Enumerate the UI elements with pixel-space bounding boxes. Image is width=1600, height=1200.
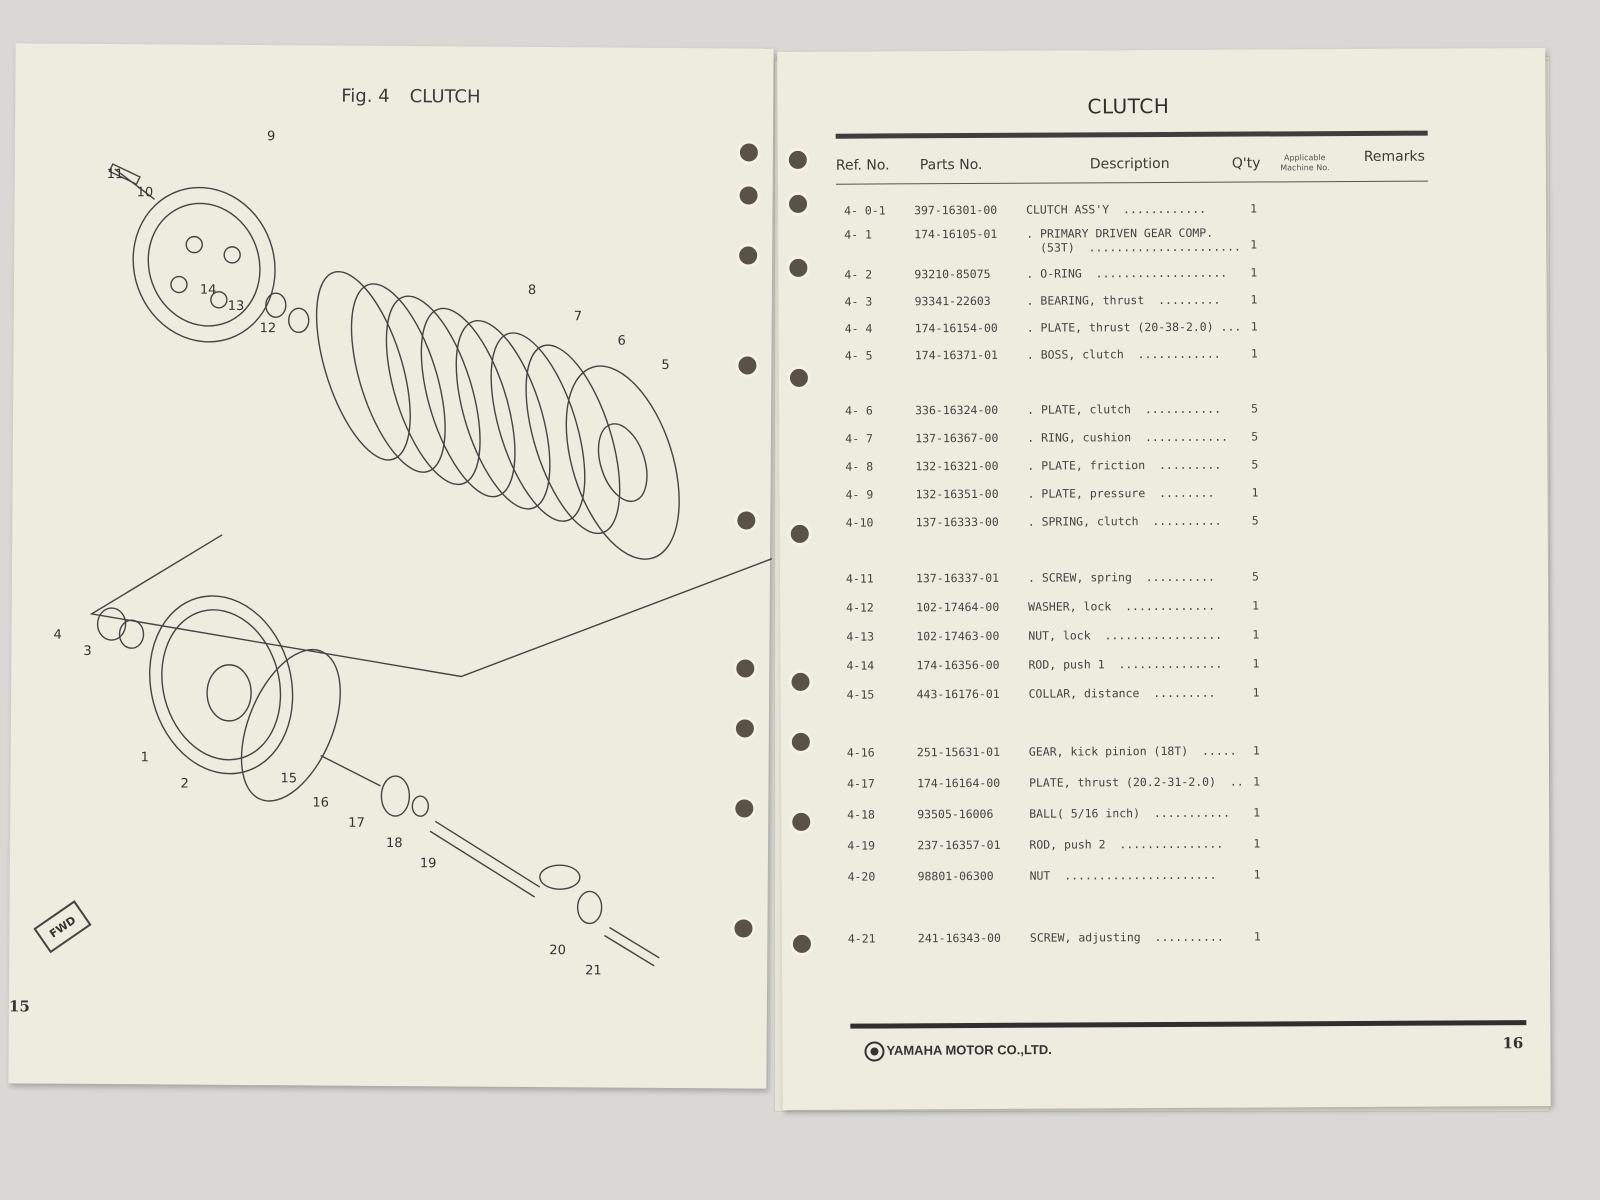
- callout-7: 7: [573, 309, 583, 325]
- callout-17: 17: [348, 815, 365, 831]
- description: ROD, push 1 ...............: [1028, 656, 1223, 672]
- ref-no: 4- 9: [845, 487, 874, 502]
- part-no: 443-16176-01: [916, 686, 1000, 702]
- quantity: 5: [1251, 401, 1259, 416]
- quantity: 1: [1250, 265, 1258, 280]
- quantity: 1: [1250, 346, 1258, 361]
- ref-no: 4-10: [845, 515, 874, 530]
- description: NUT, lock .................: [1028, 627, 1223, 643]
- part-no: 251-15631-01: [916, 744, 1001, 760]
- ref-no: 4- 6: [845, 403, 873, 418]
- part-no: 137-16333-00: [915, 514, 999, 530]
- ref-no: 4- 1: [844, 227, 872, 242]
- description: . BEARING, thrust .........: [1026, 292, 1221, 308]
- ref-no: 4-18: [847, 807, 875, 822]
- clutch-plate: [507, 334, 639, 544]
- binder-hole: [786, 192, 810, 216]
- clutch-plate: [298, 261, 430, 471]
- binder-hole: [789, 810, 813, 834]
- part-no: 174-16356-00: [916, 657, 1000, 673]
- clutch-boss: [545, 352, 701, 573]
- column-header-qty: Q'ty: [1231, 155, 1261, 172]
- part-no: 98801-06300: [917, 868, 994, 884]
- binder-hole: [789, 730, 813, 754]
- quantity: 1: [1250, 237, 1258, 252]
- binder-hole: [786, 148, 810, 172]
- description: . O-RING ...................: [1026, 265, 1228, 281]
- ref-no: 4-11: [845, 571, 874, 586]
- callout-16: 16: [312, 795, 329, 811]
- callout-1: 1: [140, 750, 149, 766]
- o-ring: [222, 635, 361, 815]
- binder-hole: [733, 656, 757, 680]
- binder-hole: [731, 916, 755, 940]
- binder-hole: [790, 932, 814, 956]
- quantity: 5: [1251, 513, 1259, 528]
- binder-hole: [736, 243, 760, 267]
- description: COLLAR, distance .........: [1028, 685, 1216, 701]
- callout-9: 9: [266, 129, 276, 145]
- ref-no: 4-17: [847, 776, 875, 791]
- part-no: 132-16351-00: [915, 486, 999, 502]
- description: SCREW, adjusting ..........: [1029, 929, 1224, 945]
- ref-no: 4-19: [847, 838, 876, 853]
- binder-hole: [732, 796, 756, 820]
- quantity: 1: [1250, 319, 1258, 334]
- binder-hole: [737, 183, 761, 207]
- description: . RING, cushion ............: [1027, 429, 1229, 445]
- ref-no: 4-12: [846, 600, 874, 615]
- column-header-ref: Ref. No.: [835, 157, 890, 174]
- quantity: 1: [1251, 485, 1259, 500]
- description: . BOSS, clutch ............: [1026, 346, 1221, 362]
- binder-hole: [734, 508, 758, 532]
- description: . SPRING, clutch ..........: [1027, 513, 1222, 529]
- quantity: 1: [1253, 836, 1261, 851]
- part-no: 102-17464-00: [916, 599, 1000, 615]
- part-no: 137-16337-01: [915, 570, 1000, 586]
- part-no: 137-16367-00: [915, 430, 999, 446]
- ref-no: 4-14: [846, 658, 875, 673]
- callout-20: 20: [549, 943, 566, 959]
- fwd-arrow-label: FWD: [33, 900, 91, 953]
- description: NUT ......................: [1029, 867, 1217, 883]
- description: . PLATE, thrust (20-38-2.0) ...: [1026, 319, 1242, 335]
- callout-5: 5: [661, 357, 670, 373]
- ref-no: 4-13: [846, 629, 875, 644]
- callout-15: 15: [280, 771, 298, 787]
- quantity: 1: [1252, 656, 1260, 671]
- quantity: 5: [1251, 569, 1259, 584]
- description: . SCREW, spring ..........: [1027, 569, 1215, 585]
- part-no: 397-16301-00: [914, 202, 998, 218]
- page-number-right: 16: [1502, 1034, 1524, 1053]
- ref-no: 4- 2: [844, 267, 873, 282]
- part-no: 132-16321-00: [915, 458, 999, 474]
- part-no: 336-16324-00: [915, 402, 999, 418]
- part-no: 174-16164-00: [917, 775, 1001, 791]
- part-no: 174-16371-01: [914, 347, 998, 363]
- part-no: 241-16343-00: [917, 930, 1002, 946]
- ref-no: 4-20: [847, 869, 876, 884]
- description: . PRIMARY DRIVEN GEAR COMP. (53T) ......................: [1026, 225, 1241, 255]
- quantity: 1: [1252, 598, 1260, 613]
- figure-heading: [341, 86, 500, 108]
- binder-hole: [788, 670, 812, 694]
- footer-rule: [850, 1020, 1526, 1029]
- part-no: 174-16105-01: [914, 226, 998, 242]
- figure-label: Fig. 4: [341, 85, 390, 107]
- binder-hole: [786, 256, 810, 280]
- callout-2: 2: [180, 776, 189, 792]
- description: . PLATE, friction .........: [1027, 457, 1222, 473]
- clutch-plate: [402, 298, 534, 508]
- ref-no: 4- 8: [845, 459, 874, 474]
- callout-3: 3: [83, 643, 92, 659]
- callout-6: 6: [617, 333, 626, 349]
- quantity: 1: [1250, 201, 1258, 216]
- quantity: 5: [1251, 457, 1259, 472]
- column-header-remarks: Remarks: [1363, 148, 1425, 165]
- header-rule-top: [836, 131, 1428, 139]
- callout-13: 13: [227, 298, 245, 314]
- description: GEAR, kick pinion (18T) .....: [1028, 743, 1237, 759]
- part-no: 93341-22603: [914, 293, 991, 309]
- yamaha-emblem-icon: [864, 1041, 884, 1061]
- binder-hole: [737, 140, 761, 164]
- ref-no: 4-15: [846, 687, 875, 702]
- column-header-description: Description: [1089, 155, 1170, 173]
- callout-10: 10: [136, 185, 154, 201]
- part-no: 174-16154-00: [914, 320, 998, 336]
- page-number-left: 15: [8, 997, 30, 1016]
- company-footer: [864, 1041, 1051, 1062]
- ref-no: 4-16: [846, 745, 875, 760]
- primary-driven-gear: [131, 580, 312, 789]
- figure-title: CLUTCH: [409, 86, 481, 108]
- header-rule-bottom: [836, 181, 1428, 185]
- binder-hole: [787, 366, 811, 390]
- quantity: 1: [1253, 867, 1261, 882]
- company-name: YAMAHA MOTOR CO.,LTD.: [886, 1042, 1052, 1058]
- description: BALL( 5/16 inch) ...........: [1029, 805, 1231, 821]
- description: ROD, push 2 ...............: [1029, 836, 1224, 852]
- column-header-parts: Parts No.: [919, 156, 983, 174]
- quantity: 1: [1252, 743, 1260, 758]
- callout-12: 12: [259, 321, 277, 337]
- binder-hole: [735, 353, 759, 377]
- ref-no: 4- 3: [844, 294, 873, 309]
- description: . PLATE, pressure ........: [1027, 485, 1215, 501]
- callout-11: 11: [106, 167, 124, 183]
- clutch-exploded-diagram: [49, 114, 775, 1019]
- clutch-plate: [332, 273, 464, 483]
- page-title: CLUTCH: [1087, 93, 1170, 119]
- clutch-plate: [367, 285, 499, 495]
- ref-no: 4- 4: [844, 321, 873, 336]
- part-no: 93210-85075: [914, 266, 991, 282]
- quantity: 1: [1252, 685, 1260, 700]
- part-no: 102-17463-00: [916, 628, 1000, 644]
- callout-8: 8: [527, 282, 537, 299]
- callout-4: 4: [53, 627, 62, 643]
- binder-hole: [733, 716, 757, 740]
- right-page: [777, 48, 1551, 1110]
- ref-no: 4-21: [847, 931, 876, 946]
- ref-no: 4- 7: [845, 431, 874, 446]
- ref-no: 4- 0-1: [844, 203, 886, 218]
- column-header-applicable: Applicable Machine No.: [1280, 153, 1330, 173]
- quantity: 1: [1250, 292, 1258, 307]
- quantity: 1: [1253, 929, 1261, 944]
- callout-19: 19: [419, 856, 437, 872]
- description: CLUTCH ASS'Y ............: [1026, 201, 1207, 217]
- description: . PLATE, clutch ...........: [1027, 401, 1222, 417]
- quantity: 1: [1253, 774, 1261, 789]
- quantity: 1: [1253, 805, 1261, 820]
- part-no: 93505-16006: [917, 806, 994, 822]
- binder-hole: [788, 522, 812, 546]
- left-page: [8, 43, 773, 1088]
- quantity: 5: [1251, 429, 1259, 444]
- clutch-plate: [437, 310, 569, 520]
- ref-no: 4- 5: [844, 348, 873, 363]
- callout-18: 18: [386, 835, 403, 852]
- description: PLATE, thrust (20.2-31-2.0) ..: [1029, 774, 1244, 790]
- description: WASHER, lock .............: [1028, 598, 1216, 614]
- callout-21: 21: [585, 963, 602, 979]
- callout-14: 14: [199, 282, 217, 298]
- part-no: 237-16357-01: [917, 837, 1001, 853]
- quantity: 1: [1252, 627, 1260, 642]
